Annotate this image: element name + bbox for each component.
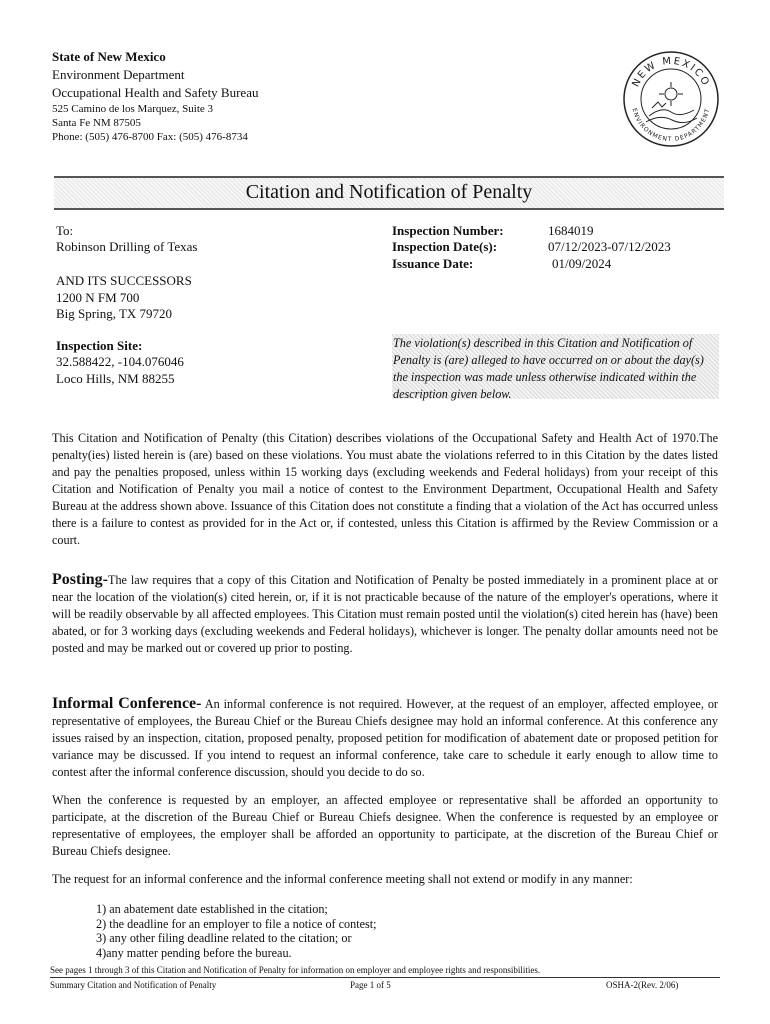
recipient-city: Big Spring, TX 79720: [56, 306, 173, 321]
department-name: Environment Department: [52, 67, 185, 82]
phone-fax: Phone: (505) 476-8700 Fax: (505) 476-8734: [52, 131, 248, 143]
informal-conference-paragraph: [52, 695, 718, 781]
svg-text:ENVIRONMENT DEPARTMENT: [631, 107, 712, 143]
recipient-name: Robinson Drilling of Texas: [56, 239, 198, 254]
bureau-name: Occupational Health and Safety Bureau: [52, 85, 259, 100]
issuance-date-label: Issuance Date:: [392, 256, 474, 271]
inspection-site-label: Inspection Site:: [56, 338, 143, 353]
posting-heading: Posting-: [52, 571, 108, 588]
list-item: 2) the deadline for an employer to file a notice of contest;: [96, 916, 377, 931]
posting-paragraph: [52, 571, 718, 657]
recipient-street: 1200 N FM 700: [56, 290, 140, 305]
footer-form-number: OSHA-2(Rev. 2/06): [606, 980, 679, 990]
site-coordinates: 32.588422, -104.076046: [56, 354, 184, 369]
inspection-number: 1684019: [548, 223, 594, 238]
no-extend-list: [96, 902, 377, 960]
to-label: To:: [56, 223, 74, 238]
no-extend-paragraph: The request for an informal conference and the informal conference meeting shall not extend or modify in any manner:: [52, 872, 633, 886]
conference-request-paragraph: When the conference is requested by an employer, an affected employee or representative shall be afforded an opportunity to participate, at the discretion of the Bureau Chief or Bureau Chiefs designee. When the conference is requested by an employee or representative of employees, the employer shall be afforded an opportunity to participate, at the discretion of the Bureau Chief or Bureau Chiefs designee.: [52, 793, 718, 858]
footer-divider: [50, 977, 720, 978]
inspection-number-label: Inspection Number:: [392, 223, 504, 238]
document-title: Citation and Notification of Penalty: [245, 181, 533, 203]
list-item: 4)any matter pending before the bureau.: [96, 945, 292, 960]
inspection-dates-label: Inspection Date(s):: [392, 239, 498, 254]
state-name: State of New Mexico: [52, 49, 166, 64]
footer-page-number: Page 1 of 5: [350, 980, 391, 990]
title-bar: [54, 176, 724, 210]
address-line-2: Santa Fe NM 87505: [52, 117, 141, 129]
list-item: 1) an abatement date established in the citation;: [96, 902, 328, 916]
informal-conference-heading: Informal Conference-: [52, 695, 202, 712]
issuance-date: 01/09/2024: [552, 256, 612, 271]
footer-note: See pages 1 through 3 of this Citation and Notification of Penalty for information on employer and employee rights and responsibilities.: [50, 965, 541, 975]
posting-text: The law requires that a copy of this Citation and Notification of Penalty be posted immediately in a prominent place at or near the location of the violation(s) cited herein, or, if it is not practicable because of the nature of the employer's operations, where it will be readily observable by all affected employees. This Citation must remain posted until the violation(s) cited herein has (have) been abated, or for 3 working days (excluding weekends and Federal holidays), whichever is longer. The penalty dollar amounts need not be posted and may be marked out or covered up prior to posting.: [52, 573, 718, 655]
recipient-successors: AND ITS SUCCESSORS: [56, 273, 192, 288]
intro-paragraph: This Citation and Notification of Penalty (this Citation) describes violations of the Occupational Safety and Health Act of 1970.The penalty(ies) listed herein is (are) based on these violations. You must abate the violations referred to in this Citation by the dates listed and pay the penalties proposed, unless within 15 working days (excluding weekends and Federal holidays) from your receipt of this Citation and Notification of Penalty you mail a notice of contest to the Environment Department, Occupational Health and Safety Bureau at the address shown above. Issuance of this Citation does not constitute a finding that a violation of the Act has occurred unless there is a failure to contest as provided for in the Act or, if contested, unless this Citation is affirmed by the Review Commission or a court.: [52, 431, 718, 547]
list-item: 3) any other filing deadline related to the citation; or: [96, 931, 352, 945]
address-line-1: 525 Camino de los Marquez, Suite 3: [52, 103, 214, 115]
footer-form-title: Summary Citation and Notification of Penalty: [50, 980, 217, 990]
informal-conference-text: An informal conference is not required. However, at the request of an employer, affected employee, or representative of employees, the Bureau Chief or the Bureau Chiefs designee may hold an informal conference. At this conference any issues raised by an inspection, citation, proposed penalty, proposed petition for modification of abatement date or proposed petition for variance may be discussed. If you intend to request an informal conference, take care to schedule it early enough to allow time to contest after the informal conference discussion, should you decide to do so.: [52, 697, 718, 779]
violation-notice: The violation(s) described in this Citation and Notification of Penalty is (are) alleged to have occurred on or about the day(s) the inspection was made unless otherwise indicated within the description given below.: [392, 334, 719, 399]
site-city: Loco Hills, NM 88255: [56, 371, 175, 386]
seal-bottom-text: ENVIRONMENT DEPARTMENT: [630, 107, 712, 144]
seal-top-text: NEW MEXICO: [630, 55, 712, 89]
inspection-dates: 07/12/2023-07/12/2023: [548, 239, 671, 254]
nm-environment-seal: [622, 50, 720, 148]
